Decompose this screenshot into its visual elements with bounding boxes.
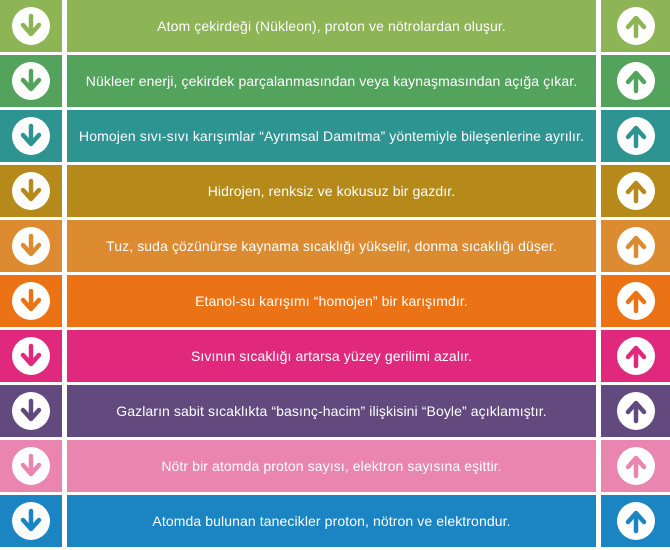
statement-text-cell	[67, 55, 596, 107]
statement-text-cell	[67, 275, 596, 327]
arrow-down-button[interactable]	[12, 227, 50, 265]
row-right-cell	[601, 55, 670, 107]
row-left-cell	[0, 55, 62, 107]
row-right-cell	[601, 165, 670, 217]
arrow-up-button[interactable]	[617, 7, 655, 45]
statement-text: Atom çekirdeği (Nükleon), proton ve nötrolardan oluşur.	[157, 18, 506, 34]
statement-text-cell	[67, 440, 596, 492]
row-right-cell	[601, 110, 670, 162]
arrow-up-button[interactable]	[617, 392, 655, 430]
statement-text: Homojen sıvı-sıvı karışımlar “Ayrımsal Damıtma” yöntemiyle bileşenlerine ayrılır.	[79, 128, 584, 144]
statement-text-cell	[67, 330, 596, 382]
row-right-cell	[601, 330, 670, 382]
arrow-down-button[interactable]	[12, 282, 50, 320]
statement-text-cell	[67, 385, 596, 437]
statement-text: Hidrojen, renksiz ve kokusuz bir gazdır.	[207, 183, 456, 199]
row-right-cell	[601, 0, 670, 52]
statement-row	[0, 110, 670, 162]
arrow-down-button[interactable]	[12, 337, 50, 375]
row-left-cell	[0, 220, 62, 272]
row-left-cell	[0, 110, 62, 162]
statement-row	[0, 440, 670, 492]
statement-row	[0, 165, 670, 217]
statement-row	[0, 385, 670, 437]
statement-row	[0, 0, 670, 52]
arrow-up-button[interactable]	[617, 337, 655, 375]
row-left-cell	[0, 440, 62, 492]
statement-text: Sıvının sıcaklığı artarsa yüzey gerilimi azalır.	[190, 348, 472, 364]
arrow-down-button[interactable]	[12, 7, 50, 45]
arrow-up-button[interactable]	[617, 62, 655, 100]
statement-text: Nükleer enerji, çekirdek parçalanmasından veya kaynaşmasından açığa çıkar.	[85, 73, 578, 89]
row-right-cell	[601, 440, 670, 492]
statement-text-cell	[67, 0, 596, 52]
row-left-cell	[0, 0, 62, 52]
statement-text-cell	[67, 220, 596, 272]
arrow-up-button[interactable]	[617, 502, 655, 540]
statement-row	[0, 275, 670, 327]
row-left-cell	[0, 385, 62, 437]
statement-text: Etanol-su karışımı “homojen” bir karışımdır.	[195, 293, 468, 309]
row-right-cell	[601, 495, 670, 547]
statement-text-cell	[67, 165, 596, 217]
statement-row	[0, 55, 670, 107]
arrow-up-button[interactable]	[617, 117, 655, 155]
row-right-cell	[601, 385, 670, 437]
arrow-down-button[interactable]	[12, 62, 50, 100]
statement-row	[0, 220, 670, 272]
statement-text-cell	[67, 110, 596, 162]
row-right-cell	[601, 220, 670, 272]
statement-row	[0, 495, 670, 547]
arrow-up-button[interactable]	[617, 227, 655, 265]
arrow-down-button[interactable]	[12, 502, 50, 540]
statement-text: Tuz, suda çözünürse kaynama sıcaklığı yükselir, donma sıcaklığı düşer.	[106, 238, 557, 254]
arrow-down-button[interactable]	[12, 172, 50, 210]
statement-text: Gazların sabit sıcaklıkta “basınç-hacim” ilişkisini “Boyle” açıklamıştır.	[116, 403, 547, 419]
row-right-cell	[601, 275, 670, 327]
arrow-up-button[interactable]	[617, 282, 655, 320]
statement-row	[0, 330, 670, 382]
arrow-up-button[interactable]	[617, 447, 655, 485]
row-left-cell	[0, 165, 62, 217]
statement-text: Nötr bir atomda proton sayısı, elektron sayısına eşittir.	[161, 458, 502, 474]
arrow-up-button[interactable]	[617, 172, 655, 210]
statement-text: Atomda bulunan tanecikler proton, nötron ve elektrondur.	[152, 513, 511, 529]
statement-text-cell	[67, 495, 596, 547]
row-left-cell	[0, 495, 62, 547]
arrow-down-button[interactable]	[12, 447, 50, 485]
arrow-down-button[interactable]	[12, 117, 50, 155]
row-left-cell	[0, 330, 62, 382]
row-left-cell	[0, 275, 62, 327]
arrow-down-button[interactable]	[12, 392, 50, 430]
